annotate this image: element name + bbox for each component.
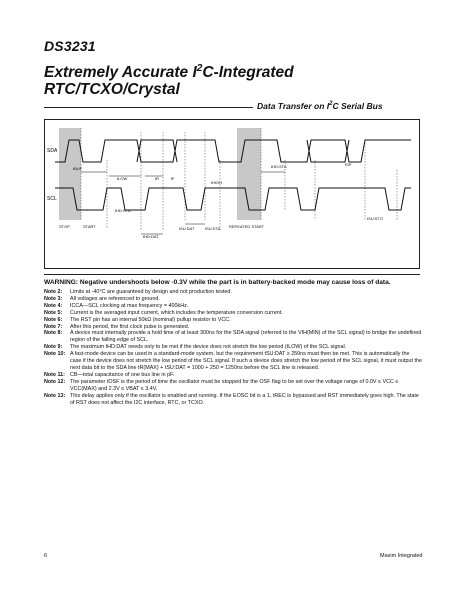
note-key: Note 5: — [44, 309, 63, 316]
scl-waveform — [55, 188, 411, 210]
note-text: This delay applies only if the oscillator is enabled and running. If the EOSC bit is a 1, tREC is bypassed and RST immediately goes high. The state of RST does not affect the I2C interface, RTC, or TCXO. — [70, 392, 419, 406]
note-item — [44, 324, 422, 331]
sda-waveform — [55, 140, 411, 162]
note-key: Note 3: — [44, 295, 63, 302]
label-thd-sta2: tHD:STA — [271, 164, 287, 169]
sda-label: SDA — [47, 148, 58, 154]
repeated-start-shade — [237, 128, 261, 220]
note-text: ICCA—SCL clocking at max frequency = 400kHz. — [70, 302, 189, 309]
section-title — [257, 101, 383, 111]
note-item — [44, 351, 422, 372]
note-key: Note 10: — [44, 351, 66, 358]
page-number: 6 — [44, 553, 48, 559]
part-number: DS3231 — [44, 38, 96, 54]
note-item — [44, 317, 422, 324]
marker-stop: STOP — [59, 224, 70, 229]
note-key: Note 7: — [44, 323, 63, 330]
note-item — [44, 303, 422, 310]
document-title — [44, 60, 294, 98]
section-title-a: Data Transfer on I — [257, 101, 330, 111]
sda-waveform-alt2 — [307, 140, 349, 162]
note-text: Limits at -40°C are guaranteed by design and not production tested. — [70, 289, 232, 295]
label-tsu-dat: tSU:DAT — [179, 226, 195, 231]
label-thigh: tHIGH — [211, 180, 223, 185]
scl-label: SCL — [47, 196, 57, 202]
label-thd-sta: tHD:STA — [115, 208, 131, 213]
note-text: Current is the averaged input current, which includes the temperature conversion current. — [70, 309, 283, 316]
note-key: Note 11: — [44, 371, 65, 378]
note-item — [44, 296, 422, 303]
title-line1-b: C-Integrated — [202, 64, 294, 82]
section-title-sup: 2 — [329, 101, 333, 108]
marker-start: START — [83, 224, 96, 229]
note-key: Note 12: — [44, 378, 66, 385]
note-key: Note 8: — [44, 330, 63, 337]
note-text: CB—total capacitance of one bus line in pF. — [70, 371, 175, 378]
note-key: Note 13: — [44, 392, 66, 399]
footer-company: Maxim Integrated — [380, 553, 423, 559]
label-tr: tR — [155, 176, 159, 181]
note-text: All voltages are referenced to ground. — [70, 295, 160, 302]
note-item — [44, 330, 422, 344]
note-item — [44, 310, 422, 317]
note-item — [44, 289, 422, 296]
label-tf: tF — [171, 176, 175, 181]
label-thd-dat: tHD:DAT — [143, 234, 159, 239]
note-key: Note 4: — [44, 302, 63, 309]
title-line1-a: Extremely Accurate I — [44, 64, 197, 82]
note-item — [44, 344, 422, 351]
section-rule — [44, 107, 253, 108]
note-text: The parameter tOSF is the period of time the oscillator must be stopped for the OSF flag to be set over the voltage range of 0.0V ≤ VCC ≤ VCC(MAX) and 2.3V ≤ VBAT ≤ 3.4V. — [70, 378, 399, 392]
stop-start-shade — [59, 128, 81, 220]
timing-diagram — [44, 119, 420, 269]
timing-diagram-svg — [45, 120, 419, 268]
label-tsu-sta: tSU:STA — [205, 226, 221, 231]
diagram-bottom-rule — [44, 274, 420, 275]
note-text: A fast-mode device can be used in a standard-mode system, but the requirement tSU:DAT ≥ 250ns must then be met. This is automatically the case if the device does not stretch the low period of the SCL signal. If such a device does stretch the low period of the SCL signal, it must output the next data bit to the SDA line tR(MAX) + tSU:DAT = 1000 + 250 = 1250ns before the SCL line is released. — [70, 351, 422, 371]
note-text: After this period, the first clock pulse is generated. — [70, 323, 190, 330]
section-title-b: C Serial Bus — [332, 101, 383, 111]
note-item — [44, 379, 422, 393]
label-tbuf: tBUF — [73, 166, 83, 171]
label-tlow: tLOW — [117, 176, 128, 181]
note-key: Note 6: — [44, 316, 63, 323]
note-item — [44, 372, 422, 379]
note-key: Note 2: — [44, 289, 63, 295]
note-item — [44, 393, 422, 407]
title-line2: RTC/TCXO/Crystal — [44, 81, 180, 99]
sda-waveform-alt — [137, 140, 177, 162]
label-tsp: tSP — [345, 162, 352, 167]
marker-repeated-start: REPEATED START — [229, 224, 265, 229]
title-line1-sup: 2 — [196, 63, 203, 74]
note-text: The RST pin has an internal 50kΩ (nominal) pullup resistor to VCC. — [70, 316, 231, 323]
notes-list — [44, 289, 422, 406]
note-text: A device must internally provide a hold time of at least 300ns for the SDA signal (referred to the VIH(MIN) of the SCL signal) to bridge the undefined region of the falling edge of SCL. — [70, 330, 422, 344]
label-tsu-sto: tSU:STO — [367, 216, 383, 221]
note-text: The maximum tHD:DAT needs only to be met if the device does not stretch the low period (tLOW) of the SCL signal. — [70, 344, 347, 351]
note-key: Note 9: — [44, 344, 63, 351]
warning-text: WARNING: Negative undershoots below -0.3V while the part is in battery-backed mode may cause loss of data. — [44, 279, 391, 286]
